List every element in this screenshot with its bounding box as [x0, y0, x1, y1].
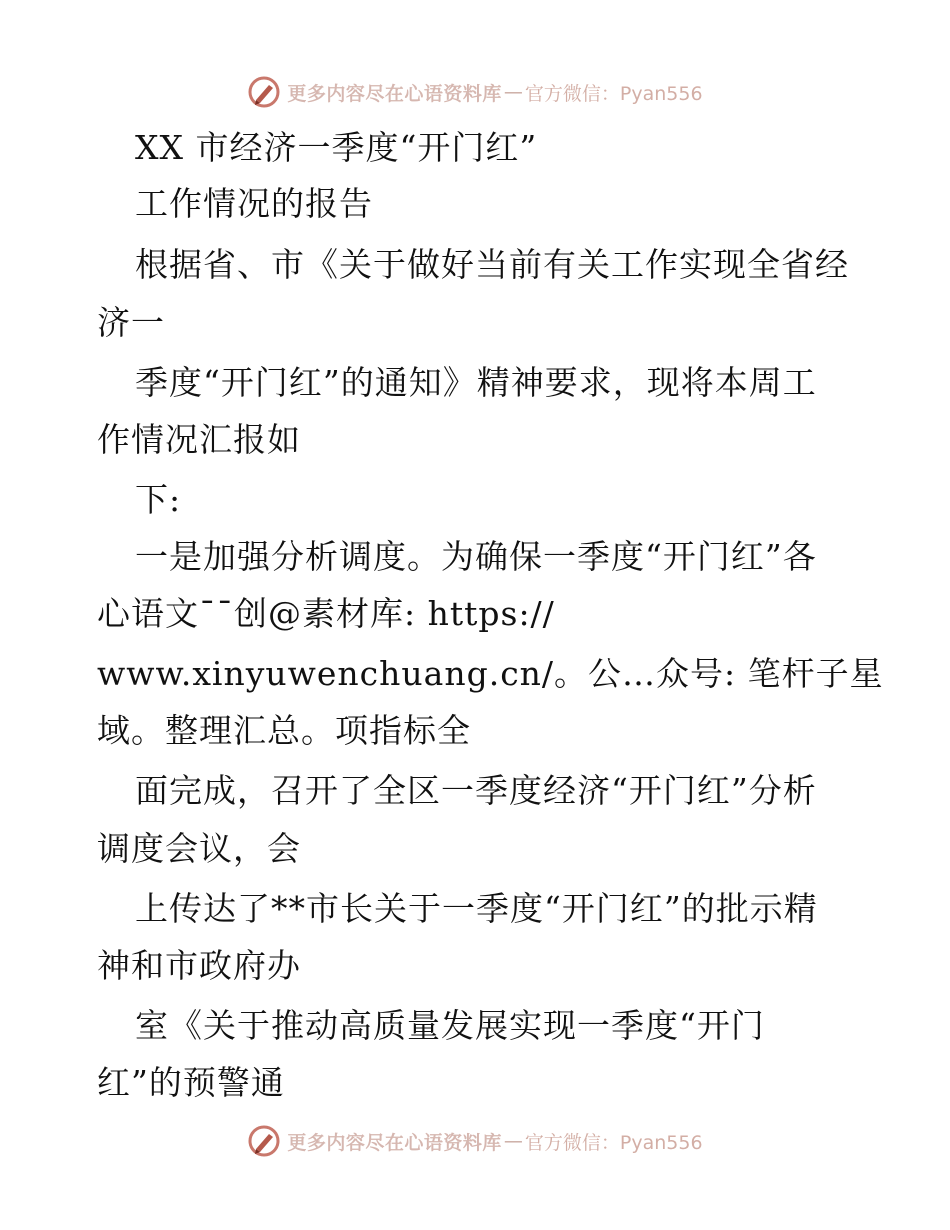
footer-site-name: 更多内容尽在心语资料库	[287, 1131, 502, 1154]
header-watermark	[0, 72, 950, 112]
footer-dash: —	[503, 1130, 523, 1152]
doc-line: 作情况汇报如	[97, 420, 301, 459]
doc-line: 室《关于推动高质量发展实现一季度“开门	[135, 1006, 765, 1045]
header-wechat: 官方微信：Pyan556	[524, 82, 703, 105]
doc-line: 一是加强分析调度。为确保一季度“开门红”各	[135, 537, 817, 576]
header-dash: —	[503, 81, 523, 103]
doc-line: 调度会议，会	[97, 829, 301, 868]
doc-title-line1: XX 市经济一季度“开门红”	[135, 128, 538, 167]
doc-line: 上传达了**市长关于一季度“开门红”的批示精	[135, 889, 818, 928]
doc-line: 下:	[135, 480, 182, 519]
footer-wechat: 官方微信：Pyan556	[524, 1131, 703, 1154]
header-site-name: 更多内容尽在心语资料库	[287, 82, 502, 105]
doc-line: 红”的预警通	[97, 1063, 285, 1102]
doc-line: 心语文¯¯创@素材库: https://	[97, 594, 555, 633]
doc-line: 济一	[97, 303, 165, 342]
doc-line: 神和市政府办	[97, 946, 301, 985]
doc-line: 季度“开门红”的通知》精神要求，现将本周工	[135, 363, 817, 402]
pen-logo-icon	[247, 75, 281, 109]
doc-title-line2: 工作情况的报告	[135, 184, 373, 223]
doc-line: 根据省、市《关于做好当前有关工作实现全省经	[135, 245, 849, 284]
doc-line: 面完成，召开了全区一季度经济“开门红”分析	[135, 771, 817, 810]
doc-line: 域。整理汇总。项指标全	[97, 711, 471, 750]
pen-logo-icon	[247, 1124, 281, 1158]
footer-watermark	[0, 1121, 950, 1161]
doc-line: www.xinyuwenchuang.cn/。公…众号: 笔杆子星	[97, 654, 884, 693]
